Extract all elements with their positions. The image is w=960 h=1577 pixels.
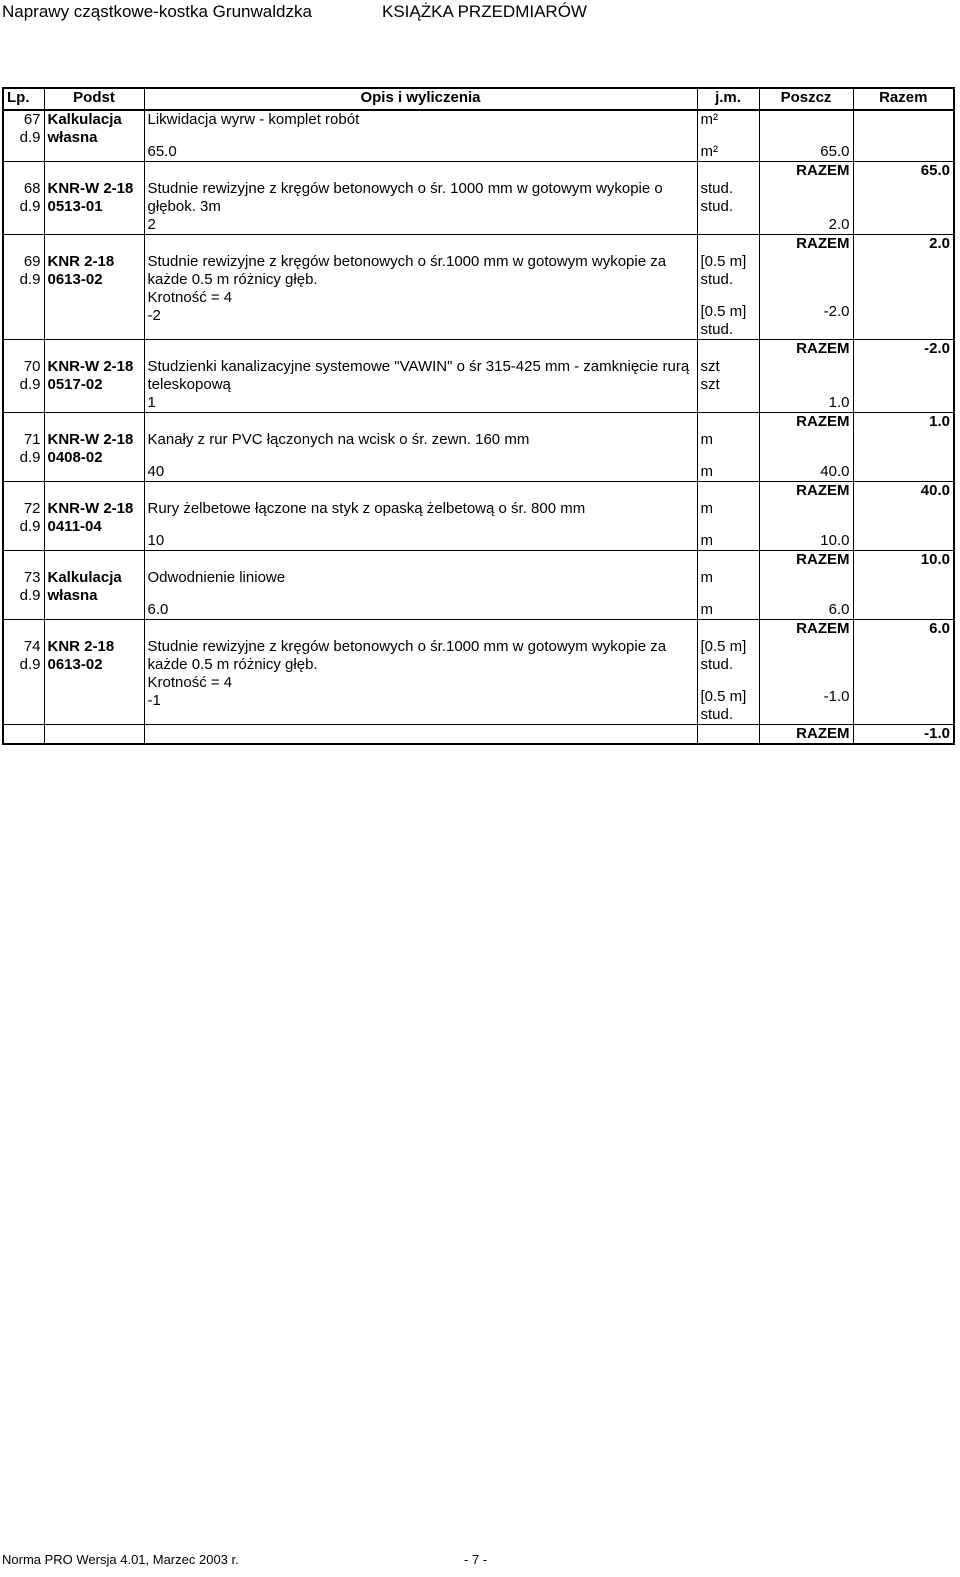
item-unit-cell xyxy=(697,358,759,413)
col-lp-header: Lp. xyxy=(3,88,44,110)
footer-software: Norma PRO Wersja 4.01, Marzec 2003 r. xyxy=(2,1552,239,1567)
item-razem-empty xyxy=(853,569,954,620)
item-description-cell xyxy=(144,500,697,551)
item-chapter: d.9 xyxy=(19,587,41,604)
item-basis-code: 0517-02 xyxy=(47,376,103,393)
total-empty xyxy=(697,482,759,501)
item-unit-cell xyxy=(697,253,759,340)
item-description-cell xyxy=(144,253,697,340)
item-calc xyxy=(148,216,694,234)
total-empty xyxy=(3,162,44,181)
item-unit: m xyxy=(700,569,713,586)
item-multiplier: Krotność = 4 xyxy=(147,674,233,691)
total-empty xyxy=(44,725,144,745)
total-empty xyxy=(144,482,697,501)
item-unit: [0.5 m] stud. xyxy=(700,638,747,673)
item-calc-value: -2 xyxy=(147,307,161,324)
item-chapter: d.9 xyxy=(19,271,41,288)
item-calc-unit: m xyxy=(700,532,713,549)
item-unit: m xyxy=(700,431,713,448)
item-lp xyxy=(3,110,44,162)
item-total-value: 65.0 xyxy=(853,162,954,181)
bill-of-quantities-table xyxy=(2,87,955,745)
item-poszcz: 65.0 xyxy=(820,143,850,160)
page-number: - 7 - xyxy=(464,1552,488,1567)
item-basis xyxy=(44,358,144,413)
col-razem-header: Razem xyxy=(853,88,954,110)
item-description: Studnie rewizyjne z kręgów betonowych o śr.1000 mm w gotowym wykopie za każde 0.5 m różnicy głęb. xyxy=(147,253,667,288)
item-poszcz: 6.0 xyxy=(828,601,850,618)
item-description: Likwidacja wyrw - komplet robót xyxy=(147,111,360,128)
item-basis-catalog: KNR-W 2-18 xyxy=(47,500,134,517)
item-description-cell xyxy=(144,110,697,162)
total-empty xyxy=(3,725,44,745)
item-row xyxy=(3,500,954,551)
item-total-value: 2.0 xyxy=(853,235,954,254)
item-total-row xyxy=(3,482,954,501)
item-row xyxy=(3,253,954,340)
item-number: 71 xyxy=(23,431,41,448)
item-basis xyxy=(44,500,144,551)
item-lp xyxy=(3,253,44,340)
item-description-cell xyxy=(144,431,697,482)
item-number: 72 xyxy=(23,500,41,517)
item-poszcz-cell xyxy=(759,110,853,162)
item-lp xyxy=(3,358,44,413)
item-total-value: -2.0 xyxy=(853,340,954,359)
item-basis-code: własna xyxy=(47,587,98,604)
item-number: 69 xyxy=(23,253,41,270)
item-basis-code: 0613-02 xyxy=(47,271,103,288)
item-total-value: 10.0 xyxy=(853,551,954,570)
item-row xyxy=(3,569,954,620)
item-chapter: d.9 xyxy=(19,656,41,673)
total-empty xyxy=(44,162,144,181)
item-row xyxy=(3,638,954,725)
item-unit: m² xyxy=(700,111,718,128)
item-basis-code: 0411-04 xyxy=(47,518,102,535)
item-calc xyxy=(148,143,694,161)
total-empty xyxy=(697,162,759,181)
item-description-cell xyxy=(144,180,697,235)
item-total-label: RAZEM xyxy=(759,620,853,639)
item-poszcz-cell xyxy=(759,253,853,340)
total-empty xyxy=(44,235,144,254)
item-basis-catalog: KNR 2-18 xyxy=(47,253,115,270)
item-basis-catalog: KNR-W 2-18 xyxy=(47,358,134,375)
item-calc-value: 40 xyxy=(147,463,165,480)
item-unit: [0.5 m] stud. xyxy=(700,253,747,288)
item-calc-value: 10 xyxy=(147,532,165,549)
item-basis-catalog: KNR 2-18 xyxy=(47,638,115,655)
item-total-row xyxy=(3,551,954,570)
total-empty xyxy=(44,413,144,432)
total-empty xyxy=(144,235,697,254)
item-razem-empty xyxy=(853,638,954,725)
total-empty xyxy=(44,620,144,639)
total-empty xyxy=(3,551,44,570)
item-lp xyxy=(3,638,44,725)
item-poszcz-cell xyxy=(759,358,853,413)
total-empty xyxy=(144,620,697,639)
item-description-cell xyxy=(144,358,697,413)
item-total-row xyxy=(3,725,954,745)
item-description: Studnie rewizyjne z kręgów betonowych o śr. 1000 mm w gotowym wykopie o głębok. 3m xyxy=(147,180,663,215)
item-total-label: RAZEM xyxy=(759,235,853,254)
col-opis-header: Opis i wyliczenia xyxy=(144,88,697,110)
item-poszcz-cell xyxy=(759,180,853,235)
item-basis xyxy=(44,180,144,235)
total-empty xyxy=(44,482,144,501)
item-total-value: 1.0 xyxy=(853,413,954,432)
item-calc-unit: szt xyxy=(700,376,720,393)
total-empty xyxy=(3,482,44,501)
item-total-label: RAZEM xyxy=(759,482,853,501)
item-chapter: d.9 xyxy=(19,518,41,535)
item-unit: szt xyxy=(700,358,720,375)
total-empty xyxy=(144,162,697,181)
item-basis-catalog: Kalkulacja xyxy=(47,569,122,586)
item-lp xyxy=(3,500,44,551)
item-description: Studzienki kanalizacyjne systemowe "VAWIN" o śr 315-425 mm - zamknięcie rurą teleskopową xyxy=(147,358,690,393)
item-lp xyxy=(3,431,44,482)
item-calc-unit: stud. xyxy=(700,198,734,215)
total-empty xyxy=(3,620,44,639)
item-poszcz-cell xyxy=(759,431,853,482)
total-empty xyxy=(697,551,759,570)
item-calc-value: 65.0 xyxy=(147,143,177,160)
item-unit-cell xyxy=(697,180,759,235)
total-empty xyxy=(697,620,759,639)
item-unit: m xyxy=(700,500,713,517)
document-title: Naprawy cząstkowe-kostka Grunwaldzka xyxy=(2,2,312,21)
item-row xyxy=(3,358,954,413)
item-basis-catalog: Kalkulacja xyxy=(47,111,122,128)
item-calc xyxy=(148,394,694,412)
item-description-cell xyxy=(144,569,697,620)
total-empty xyxy=(697,340,759,359)
item-number: 73 xyxy=(23,569,41,586)
total-empty xyxy=(144,340,697,359)
item-basis-code: własna xyxy=(47,129,98,146)
item-basis xyxy=(44,638,144,725)
item-unit-cell xyxy=(697,110,759,162)
item-calc-value: 2 xyxy=(147,216,156,233)
item-basis-catalog: KNR-W 2-18 xyxy=(47,431,134,448)
item-unit-cell xyxy=(697,638,759,725)
item-calc-unit: m² xyxy=(700,143,718,160)
item-basis-catalog: KNR-W 2-18 xyxy=(47,180,134,197)
item-total-label: RAZEM xyxy=(759,725,853,745)
item-chapter: d.9 xyxy=(19,449,41,466)
item-razem-empty xyxy=(853,110,954,162)
item-description: Kanały z rur PVC łączonych na wcisk o śr. zewn. 160 mm xyxy=(147,431,530,448)
item-description-cell xyxy=(144,638,697,725)
item-calc-value: 1 xyxy=(147,394,156,411)
item-total-value: -1.0 xyxy=(853,725,954,745)
col-jm-header: j.m. xyxy=(697,88,759,110)
item-number: 68 xyxy=(23,180,41,197)
total-empty xyxy=(144,551,697,570)
item-total-row xyxy=(3,235,954,254)
item-total-label: RAZEM xyxy=(759,340,853,359)
item-poszcz: 10.0 xyxy=(820,532,850,549)
item-basis xyxy=(44,253,144,340)
item-multiplier: Krotność = 4 xyxy=(147,289,233,306)
item-total-label: RAZEM xyxy=(759,551,853,570)
item-row xyxy=(3,110,954,162)
item-poszcz-cell xyxy=(759,569,853,620)
item-unit-cell xyxy=(697,569,759,620)
item-unit-cell xyxy=(697,500,759,551)
item-calc xyxy=(148,692,694,710)
item-razem-empty xyxy=(853,500,954,551)
item-chapter: d.9 xyxy=(19,198,41,215)
item-unit: stud. xyxy=(700,180,734,197)
item-total-row xyxy=(3,413,954,432)
item-row xyxy=(3,431,954,482)
item-calc-unit: [0.5 m] stud. xyxy=(700,688,747,723)
item-total-row xyxy=(3,162,954,181)
item-row xyxy=(3,180,954,235)
item-calc-unit: [0.5 m] stud. xyxy=(700,303,747,338)
item-basis xyxy=(44,110,144,162)
item-total-label: RAZEM xyxy=(759,413,853,432)
item-description: Odwodnienie liniowe xyxy=(147,569,286,586)
total-empty xyxy=(697,413,759,432)
item-poszcz: 1.0 xyxy=(828,394,850,411)
item-calc xyxy=(148,532,694,550)
total-empty xyxy=(44,551,144,570)
item-poszcz: 2.0 xyxy=(828,216,850,233)
item-basis-code: 0613-02 xyxy=(47,656,103,673)
item-razem-empty xyxy=(853,253,954,340)
item-basis xyxy=(44,431,144,482)
item-calc-value: -1 xyxy=(147,692,161,709)
total-empty xyxy=(3,235,44,254)
item-lp xyxy=(3,180,44,235)
item-chapter: d.9 xyxy=(19,129,41,146)
item-number: 74 xyxy=(23,638,41,655)
item-poszcz: 40.0 xyxy=(820,463,850,480)
item-lp xyxy=(3,569,44,620)
item-calc-unit: m xyxy=(700,601,713,618)
table-body xyxy=(3,110,954,744)
item-total-value: 6.0 xyxy=(853,620,954,639)
item-basis-code: 0408-02 xyxy=(47,449,103,466)
total-empty xyxy=(697,235,759,254)
col-podst-header: Podst xyxy=(44,88,144,110)
item-poszcz-cell xyxy=(759,500,853,551)
item-razem-empty xyxy=(853,180,954,235)
item-number: 70 xyxy=(23,358,41,375)
total-empty xyxy=(144,413,697,432)
item-calc xyxy=(148,307,694,325)
total-empty xyxy=(3,340,44,359)
item-razem-empty xyxy=(853,358,954,413)
item-total-label: RAZEM xyxy=(759,162,853,181)
item-description: Studnie rewizyjne z kręgów betonowych o śr.1000 mm w gotowym wykopie za każde 0.5 m różnicy głęb. xyxy=(147,638,667,673)
total-empty xyxy=(44,340,144,359)
item-poszcz-cell xyxy=(759,638,853,725)
item-basis xyxy=(44,569,144,620)
item-calc-value: 6.0 xyxy=(147,601,169,618)
document-type: KSIĄŻKA PRZEDMIARÓW xyxy=(382,2,587,21)
item-total-value: 40.0 xyxy=(853,482,954,501)
item-poszcz: -1.0 xyxy=(823,688,850,705)
total-empty xyxy=(697,725,759,745)
item-calc-unit: m xyxy=(700,463,713,480)
item-calc xyxy=(148,463,694,481)
col-poszcz-header: Poszcz xyxy=(759,88,853,110)
total-empty xyxy=(144,725,697,745)
item-total-row xyxy=(3,620,954,639)
item-description: Rury żelbetowe łączone na styk z opaską żelbetową o śr. 800 mm xyxy=(147,500,586,517)
item-number: 67 xyxy=(23,111,41,128)
item-basis-code: 0513-01 xyxy=(47,198,103,215)
item-poszcz: -2.0 xyxy=(823,303,850,320)
item-chapter: d.9 xyxy=(19,376,41,393)
total-empty xyxy=(3,413,44,432)
table-header-row xyxy=(3,88,954,110)
item-unit-cell xyxy=(697,431,759,482)
item-total-row xyxy=(3,340,954,359)
item-calc xyxy=(148,601,694,619)
item-razem-empty xyxy=(853,431,954,482)
